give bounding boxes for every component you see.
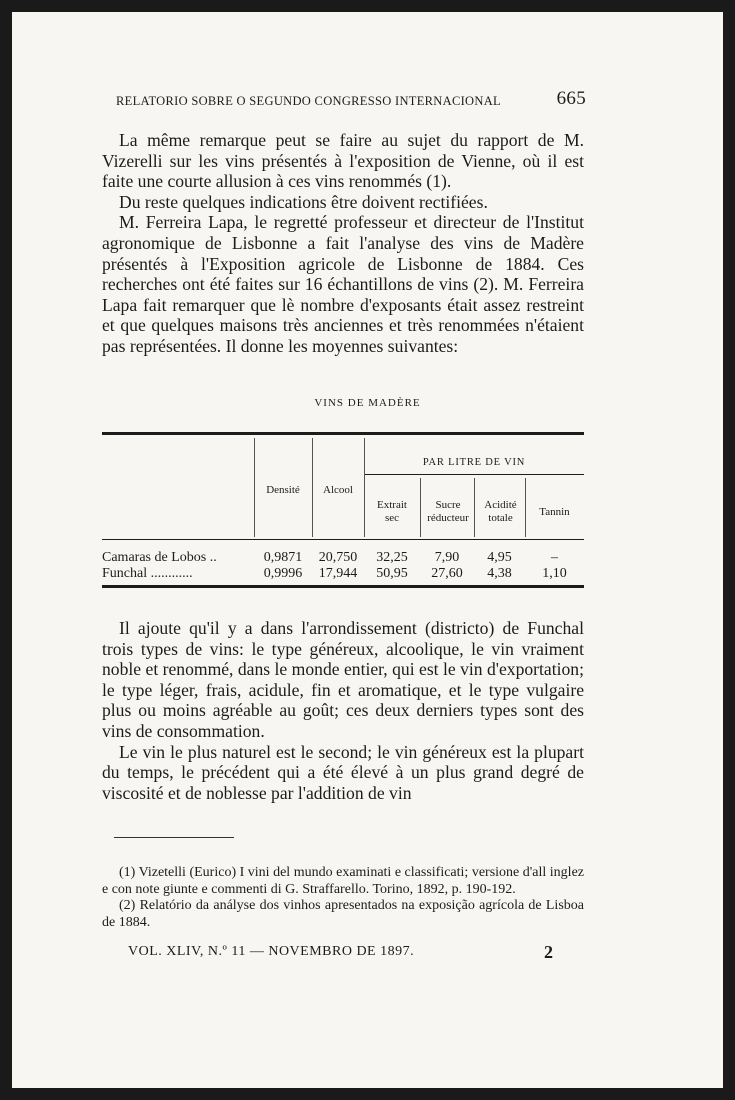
row-label: Camaras de Lobos .. (102, 550, 217, 565)
cell-alcool: 20,750 (318, 550, 358, 565)
table-title: VINS DE MADÈRE (314, 397, 421, 409)
cell-densite: 0,9996 (263, 566, 303, 581)
paragraph: Il ajoute qu'il y a dans l'arrondissement (districto) de Funchal trois types de vins: le type généreux, alcoolique, le vin vraiment noble et renommé, dans le monde entier, qui est le vin d'exportation; le type léger, frais, acidule, fin et aromatique, et le type vulgaire plus ou moins agréable au goût; ces deux derniers types sont des vins de consommation. (102, 618, 584, 741)
cell-extrait: 50,95 (376, 566, 408, 581)
cell-tannin: 1,10 (542, 566, 567, 581)
paragraph: Du reste quelques indications être doivent rectifiées. (119, 191, 488, 212)
page-number: 665 (556, 88, 586, 109)
footnote: (2) Relatório da anályse dos vinhos apresentados na exposição agrícola de Lisboa de 1884. (102, 898, 584, 930)
paragraph: Le vin le plus naturel est le second; le vin généreux est la plupart du temps, le précédent qui a été élevé à un plus grand degré de viscosité et de noblesse par l'addition de vin (102, 741, 584, 803)
cell-acidite: 4,38 (487, 566, 512, 581)
volume-line: VOL. XLIV, N.º 11 — NOVEMBRO DE 1897. (128, 944, 415, 959)
column-divider (420, 478, 421, 537)
column-divider (364, 438, 365, 537)
row-label: Funchal ............ (102, 566, 193, 581)
cell-densite: 0,9871 (263, 550, 303, 565)
column-header-acidite: Acidité totale (484, 499, 517, 524)
table-header-rule (102, 539, 584, 540)
body-text-top (102, 130, 584, 357)
column-header-sucre: Sucre réducteur (427, 499, 469, 524)
cell-sucre: 27,60 (431, 566, 463, 581)
footnotes (102, 865, 584, 931)
column-header-tannin: Tannin (539, 506, 570, 518)
column-header-extrait: Extrait sec (377, 499, 407, 524)
cell-acidite: 4,95 (487, 550, 512, 565)
paragraph: La même remarque peut se faire au sujet du rapport de M. Vizerelli sur les vins présentés à l'exposition de Vienne, où il est faite une courte allusion à ces vins renommés (1). (102, 130, 584, 192)
body-text-bottom (102, 618, 584, 803)
column-header-densite: Densité (266, 484, 300, 496)
table-bottom-rule (102, 585, 584, 588)
column-header-alcool: Alcool (323, 484, 353, 496)
header-title: RELATORIO SOBRE O SEGUNDO CONGRESSO INTERNACIONAL (116, 94, 501, 108)
footnote-separator (114, 837, 234, 838)
cell-sucre: 7,90 (434, 550, 460, 565)
footnote: (1) Vizetelli (Eurico) I vini del mundo examinati e classificati; versione d'all inglez e con note giunte e commenti di G. Straffarello. Torino, 1892, p. 190-192. (102, 865, 584, 897)
group-header: PAR LITRE DE VIN (422, 457, 526, 468)
cell-tannin: – (551, 550, 558, 565)
cell-alcool: 17,944 (318, 566, 358, 581)
column-divider (474, 478, 475, 537)
page (12, 12, 723, 1088)
paragraph: M. Ferreira Lapa, le regretté professeur et directeur de l'Institut agronomique de Lisbonne a fait l'analyse des vins de Madère présentés à l'Exposition agricole de Lisbonne de 1884. Ces recherches ont été faites sur 16 échantillons de vins (2). M. Ferreira Lapa fait remarquer que lè nombre d'exposants était assez restreint et que quelques maisons très anciennes et très renommées n'étaient pas représentées. Il donne les moyennes suivantes: (102, 212, 584, 356)
cell-extrait: 32,25 (376, 550, 408, 565)
table-top-rule (102, 432, 584, 435)
data-table (102, 432, 584, 592)
group-header-rule (364, 474, 584, 475)
signature-mark: 2 (544, 942, 553, 962)
